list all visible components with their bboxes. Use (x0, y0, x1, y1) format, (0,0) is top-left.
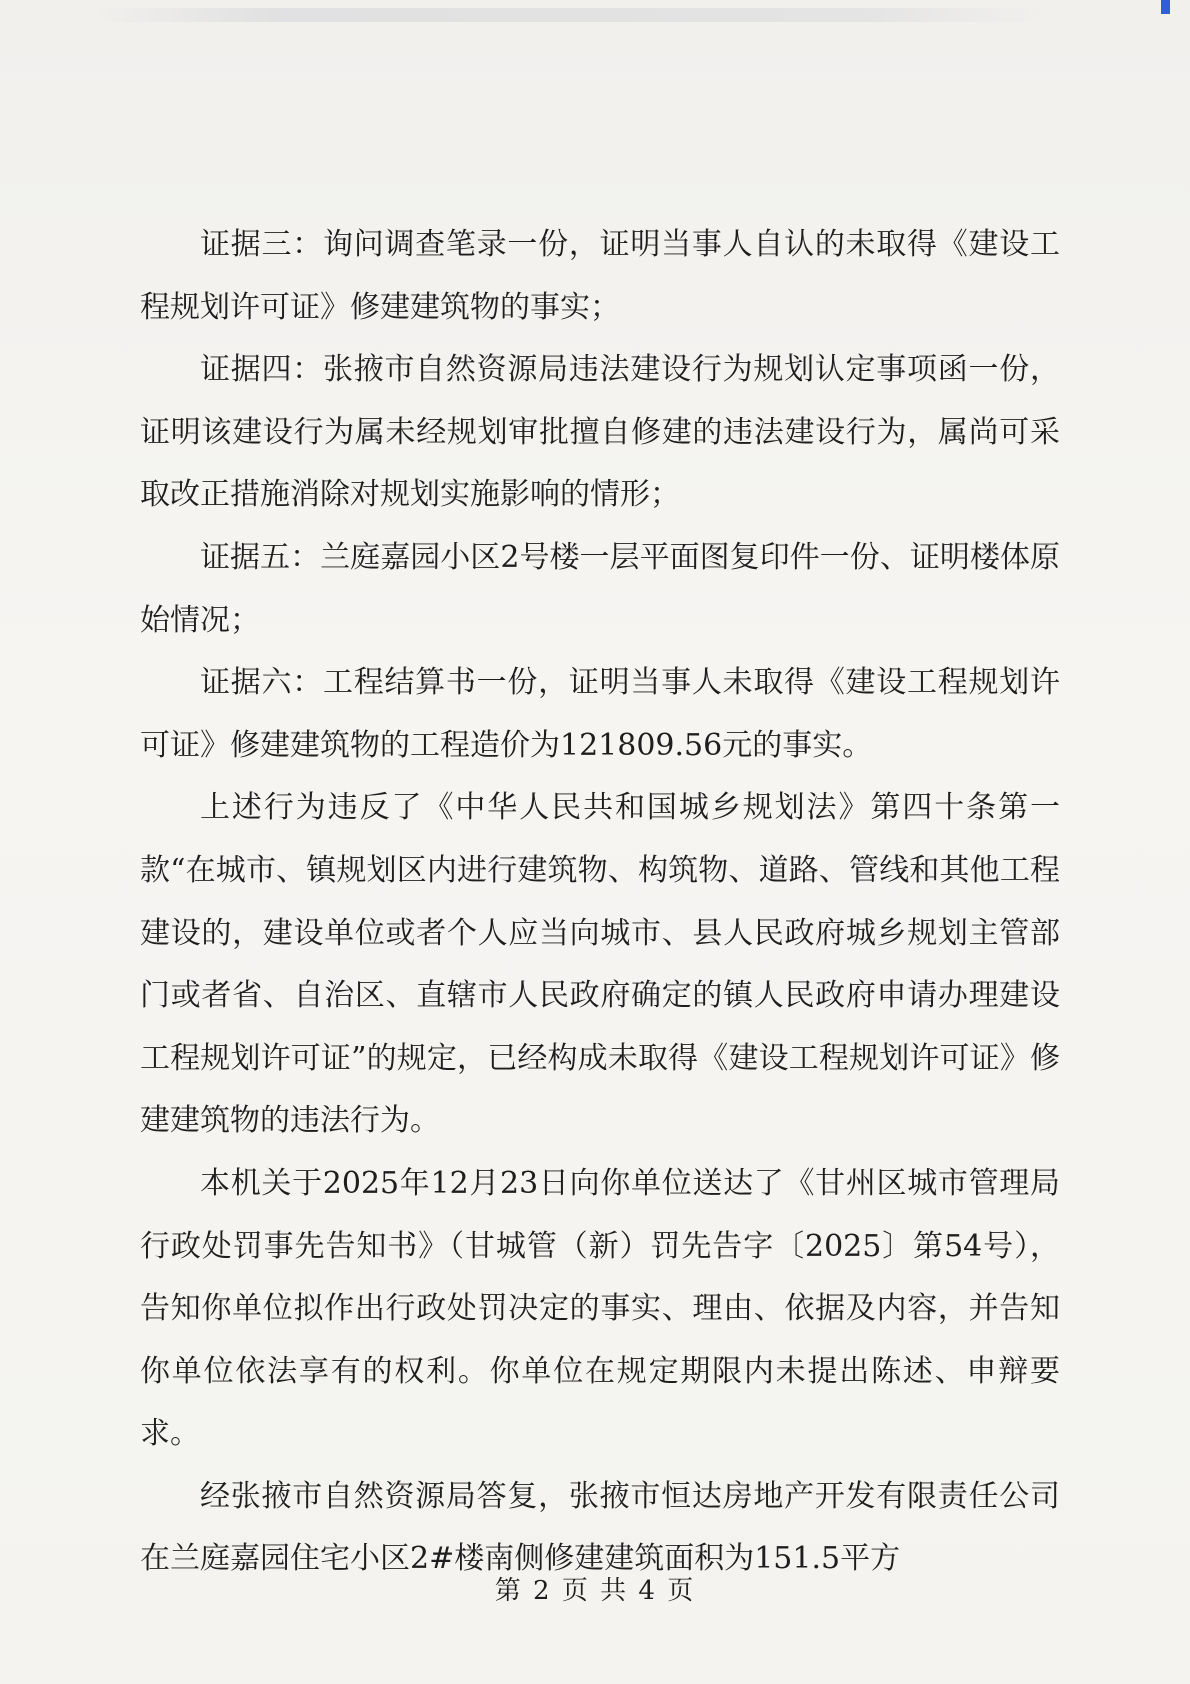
scan-shadow (90, 8, 1050, 22)
page-number: 第 2 页 共 4 页 (494, 1576, 696, 1606)
paragraph-evidence-3: 证据三：询问调查笔录一份，证明当事人自认的未取得《建设工程规划许可证》修建建筑物的事实； (140, 227, 1060, 325)
paragraph-evidence-6: 证据六：工程结算书一份，证明当事人未取得《建设工程规划许可证》修建建筑物的工程造价为121809.56元的事实。 (140, 665, 1060, 763)
paragraph-evidence-5: 证据五：兰庭嘉园小区2号楼一层平面图复印件一份、证明楼体原始情况； (140, 539, 1060, 638)
paragraph-notice: 本机关于2025年12月23日向你单位送达了《甘州区城市管理局行政处罚事先告知书》（甘城管（新）罚先告字〔2025〕第54号），告知你单位拟作出行政处罚决定的事实、理由、依据及内容，并告知你单位依法享有的权利。你单位在规定期限内未提出陈述、申辩要求。 (140, 1165, 1060, 1452)
paragraph-reply: 经张掖市自然资源局答复，张掖市恒达房地产开发有限责任公司在兰庭嘉园住宅小区2#楼南侧修建建筑面积为151.5平方 (140, 1478, 1060, 1577)
document-body (140, 214, 1060, 1591)
paragraph-evidence-4: 证据四：张掖市自然资源局违法建设行为规划认定事项函一份，证明该建设行为属未经规划审批擅自修建的违法建设行为，属尚可采取改正措施消除对规划实施影响的情形； (140, 352, 1060, 513)
paragraph-violation: 上述行为违反了《中华人民共和国城乡规划法》第四十条第一款“在城市、镇规划区内进行建筑物、构筑物、道路、管线和其他工程建设的，建设单位或者个人应当向城市、县人民政府城乡规划主管部门或者省、自治区、直辖市人民政府确定的镇人民政府申请办理建设工程规划许可证”的规定，已经构成未取得《建设工程规划许可证》修建建筑物的违法行为。 (140, 790, 1060, 1139)
corner-mark (1161, 0, 1170, 14)
